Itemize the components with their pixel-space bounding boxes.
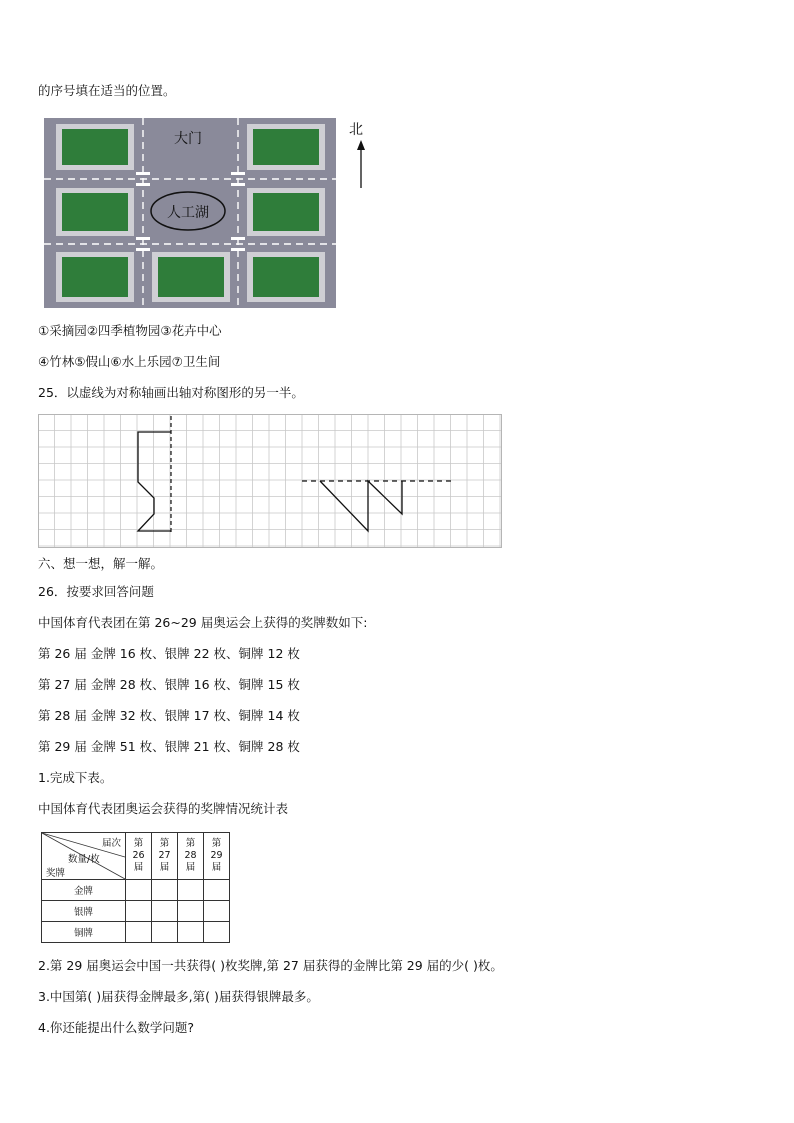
row-head-silver: 银牌 [42, 901, 126, 922]
corner-mid-label: 数量/枚 [68, 854, 100, 865]
half-shape-right [320, 481, 402, 531]
q26-sub2: 2.第 29 届奥运会中国一共获得( )枚奖牌,第 27 届获得的金牌比第 29 届的少( )枚。 [38, 958, 503, 973]
options-line-1: ①采摘园②四季植物园③花卉中心 [38, 323, 222, 338]
table-title: 中国体育代表团奥运会获得的奖牌情况统计表 [38, 801, 289, 816]
table-cell[interactable] [204, 880, 230, 901]
q26-sub3: 3.中国第( )届获得金牌最多,第( )届获得银牌最多。 [38, 989, 319, 1004]
table-cell[interactable] [152, 880, 178, 901]
col-head-28 [178, 833, 204, 880]
row-head-gold: 金牌 [42, 880, 126, 901]
table-corner-cell [42, 833, 126, 880]
col-head-26 [126, 833, 152, 880]
table-cell[interactable] [178, 901, 204, 922]
q25-title: 25．以虚线为对称轴画出轴对称图形的另一半。 [38, 385, 304, 400]
table-row [42, 880, 230, 901]
col-head-28-label: 第 28 届 [184, 838, 197, 873]
medal-line-27: 第 27 届 金牌 28 枚、银牌 16 枚、铜牌 15 枚 [38, 677, 300, 692]
corner-bottom-label: 奖牌 [46, 868, 66, 879]
q26-sub1: 1.完成下表。 [38, 770, 113, 785]
medal-line-26: 第 26 届 金牌 16 枚、银牌 22 枚、铜牌 12 枚 [38, 646, 300, 661]
table-cell[interactable] [126, 922, 152, 943]
corner-top-label: 届次 [101, 838, 121, 849]
table-cell[interactable] [126, 880, 152, 901]
col-head-27-label: 第 27 届 [158, 838, 171, 873]
col-head-26-label: 第 26 届 [132, 838, 145, 873]
arrow-up-icon [357, 140, 365, 188]
options-line-2: ④竹林⑤假山⑥水上乐园⑦卫生间 [38, 354, 221, 369]
medal-table [41, 832, 230, 943]
q26-intro: 中国体育代表团在第 26~29 届奥运会上获得的奖牌数如下: [38, 615, 368, 630]
table-cell[interactable] [204, 901, 230, 922]
park-map [44, 118, 384, 310]
table-cell[interactable] [152, 901, 178, 922]
lake-label: 人工湖 [167, 206, 209, 221]
table-header-row [42, 833, 230, 880]
col-head-27 [152, 833, 178, 880]
north-label: 北 [349, 123, 363, 138]
table-cell[interactable] [178, 880, 204, 901]
medal-line-29: 第 29 届 金牌 51 枚、银牌 21 枚、铜牌 28 枚 [38, 739, 300, 754]
table-cell[interactable] [178, 922, 204, 943]
medal-line-28: 第 28 届 金牌 32 枚、银牌 17 枚、铜牌 14 枚 [38, 708, 300, 723]
table-row [42, 901, 230, 922]
row-head-bronze: 铜牌 [42, 922, 126, 943]
col-head-29 [204, 833, 230, 880]
symmetry-grid [38, 414, 504, 550]
q26-title: 26．按要求回答问题 [38, 584, 154, 599]
table-cell[interactable] [204, 922, 230, 943]
table-cell[interactable] [152, 922, 178, 943]
q26-sub4: 4.你还能提出什么数学问题? [38, 1020, 195, 1035]
table-row [42, 922, 230, 943]
table-cell[interactable] [126, 901, 152, 922]
intro-line: 的序号填在适当的位置。 [38, 83, 176, 98]
col-head-29-label: 第 29 届 [210, 838, 223, 873]
section6-title: 六、想一想，解一解。 [38, 556, 164, 571]
gate-label: 大门 [174, 132, 202, 147]
